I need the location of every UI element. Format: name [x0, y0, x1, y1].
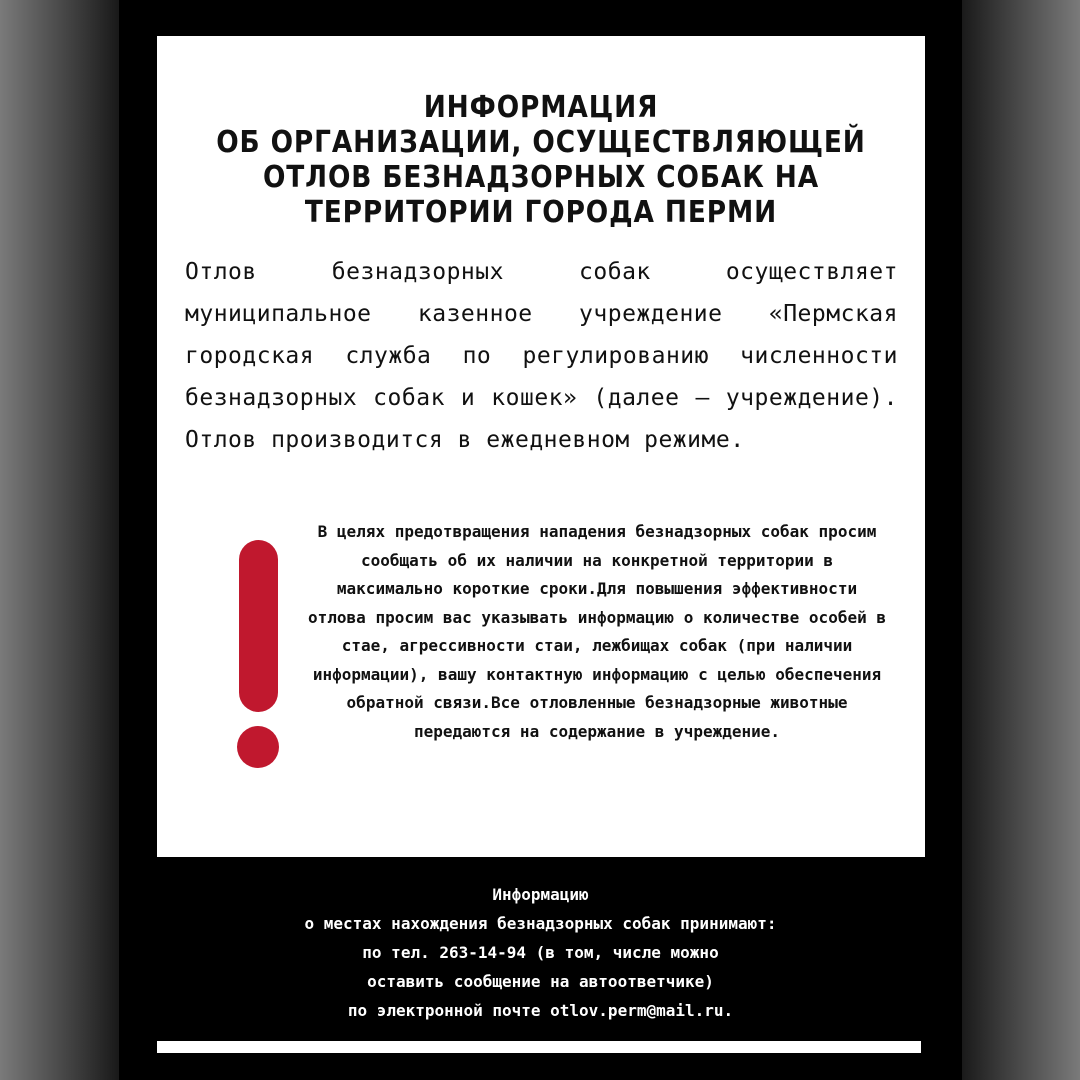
- footer-line-3: по тел. 263-14-94 (в том, числе можно: [362, 943, 719, 962]
- title-line-2: ОБ ОРГАНИЗАЦИИ, ОСУЩЕСТВЛЯЮЩЕЙ: [216, 125, 866, 160]
- poster: [119, 0, 962, 1080]
- footer-line-5: по электронной почте otlov.perm@mail.ru.: [347, 1001, 734, 1020]
- page-title: [203, 90, 879, 230]
- contact-footer: [119, 880, 962, 1025]
- footer-line-4: оставить сообщение на автоответчике): [367, 972, 714, 991]
- info-card: [157, 36, 925, 857]
- notice-paragraph: В целях предотвращения нападения безнадзорных собак просим сообщать об их наличии на конкретной территории в максимально короткие сроки.Для повышения эффективности отлова просим вас указывать информацию о количестве особей в стае, агрессивности стаи, лежбищах собак (при наличии информации), вашу контактную информацию с целью обеспечения обратной связи.Все отловленные безнадзорные животные передаются на содержание в учреждение.: [308, 522, 886, 741]
- exclamation-bar: [239, 540, 278, 712]
- exclamation-icon: [237, 540, 281, 766]
- footer-line-2: о местах нахождения безнадзорных собак принимают:: [304, 914, 777, 933]
- bottom-divider: [157, 1041, 921, 1053]
- title-line-4: ТЕРРИТОРИИ ГОРОДА ПЕРМИ: [304, 195, 778, 230]
- lead-paragraph: Отлов безнадзорных собак осуществляет муниципальное казенное учреждение «Пермская городская служба по регулированию численности безнадзорных собак и кошек» (далее – учреждение). Отлов производится в ежедневном режиме.: [185, 259, 898, 453]
- title-line-1: ИНФОРМАЦИЯ: [423, 90, 659, 125]
- title-line-3: ОТЛОВ БЕЗНАДЗОРНЫХ СОБАК НА: [262, 160, 820, 195]
- exclamation-dot: [237, 726, 279, 768]
- footer-line-1: Информацию: [492, 885, 589, 904]
